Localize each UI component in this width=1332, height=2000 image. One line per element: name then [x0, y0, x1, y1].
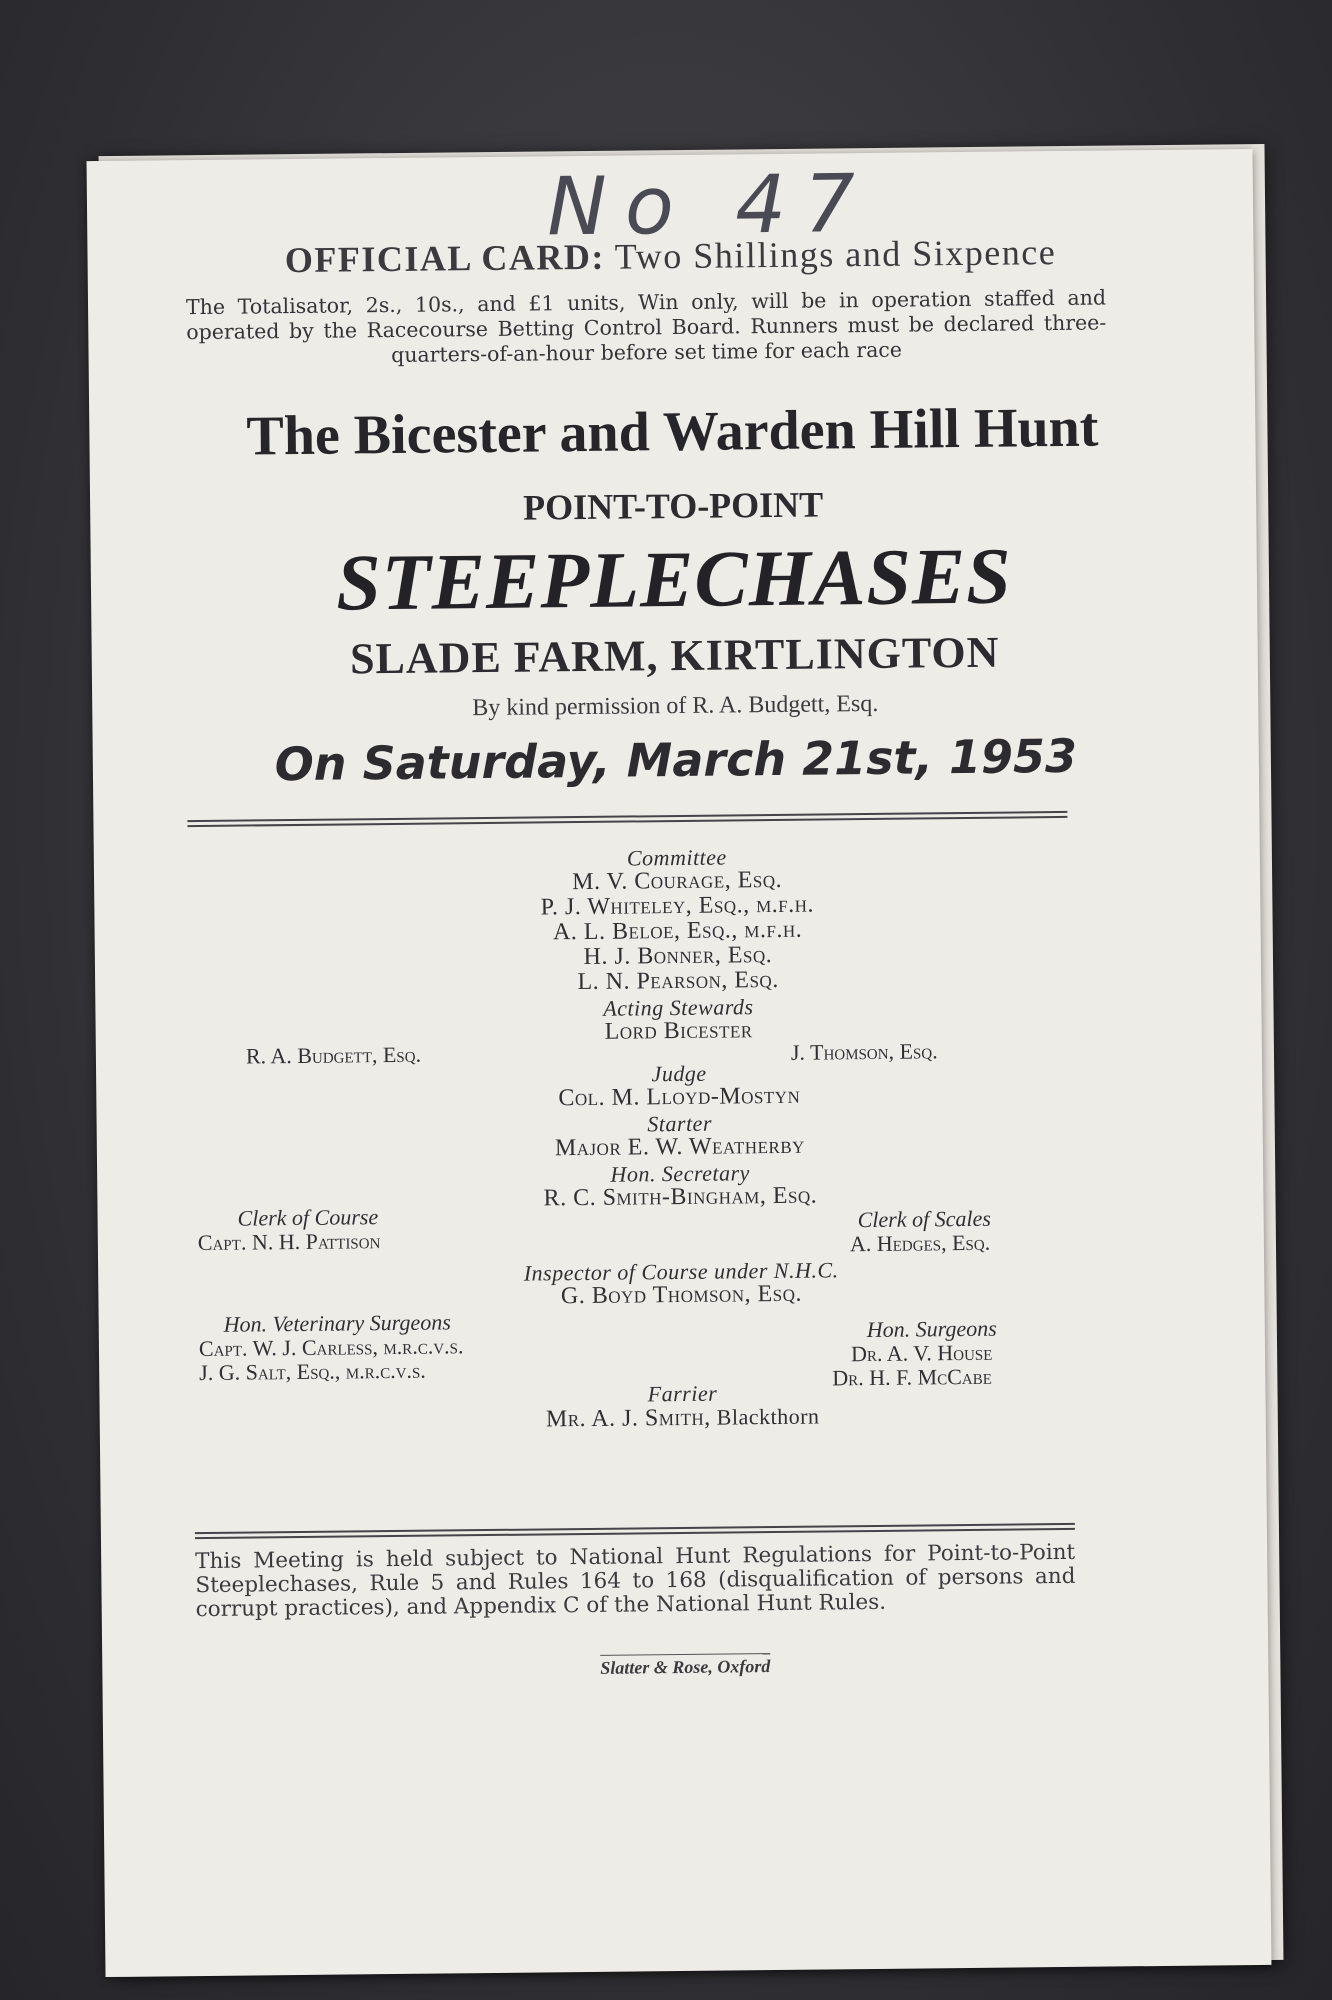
handwritten-card-number: No 47 — [546, 156, 874, 254]
farrier-name: Mr. A. J. Smith, — [545, 1404, 711, 1433]
steward-right: J. Thomson, Esq. — [790, 1038, 938, 1065]
surgeons-heading: Hon. Surgeons — [866, 1315, 997, 1343]
inspector-heading: Inspector of Course under N.H.C. — [523, 1257, 839, 1286]
committee-member: A. L. Beloe, Esq., m.f.h. — [552, 916, 803, 946]
secretary-heading: Hon. Secretary — [610, 1160, 750, 1187]
committee-member: L. N. Pearson, Esq. — [577, 966, 779, 996]
permission-line: By kind permission of R. A. Budgett, Esq. — [472, 690, 879, 722]
starter-heading: Starter — [647, 1110, 713, 1137]
double-rule-bottom — [195, 1523, 1075, 1539]
surgeon-name: Dr. H. F. McCabe — [832, 1363, 992, 1391]
inspector-name: G. Boyd Thomson, Esq. — [560, 1280, 803, 1310]
regulations-notice: This Meeting is held subject to National Hunt Regulations for Point-to-Point Steeplechases, Rule 5 and Rules 164 to 168 (disqualification of persons and corrupt practices), and Appendix C of the National Hunt Rules. — [195, 1539, 1076, 1623]
price-text: Two Shillings and Sixpence — [614, 232, 1057, 277]
steward-left: R. A. Budgett, Esq. — [245, 1041, 422, 1069]
event-date: On Saturday, March 21st, 1953 — [274, 728, 1078, 792]
clerk-of-scales-name: A. Hedges, Esq. — [849, 1229, 991, 1257]
venue: SLADE FARM, KIRTLINGTON — [349, 627, 1000, 684]
event-subtitle: POINT-TO-POINT — [522, 484, 824, 528]
vets-heading: Hon. Veterinary Surgeons — [223, 1309, 451, 1337]
farrier-heading: Farrier — [647, 1380, 718, 1407]
judge-heading: Judge — [651, 1060, 707, 1087]
stewards-heading: Acting Stewards — [603, 994, 754, 1021]
committee-member: M. V. Courage, Esq. — [572, 866, 783, 896]
judge-name: Col. M. Lloyd-Mostyn — [558, 1082, 801, 1112]
price-line — [87, 229, 1253, 283]
secretary-name: R. C. Smith-Bingham, Esq. — [543, 1182, 818, 1212]
event-title: STEEPLECHASES — [335, 532, 1013, 628]
race-card-page — [87, 149, 1272, 1977]
clerk-of-course-heading: Clerk of Course — [237, 1204, 379, 1231]
clerk-of-scales-heading: Clerk of Scales — [857, 1205, 991, 1233]
double-rule-top — [187, 811, 1067, 827]
starter-name: Major E. W. Weatherby — [554, 1132, 806, 1162]
official-card-label: OFFICIAL CARD: — [284, 236, 606, 281]
clerk-of-course-name: Capt. N. H. Pattison — [197, 1228, 381, 1256]
committee-heading: Committee — [626, 844, 727, 871]
printer-name: Slatter & Rose, Oxford — [600, 1653, 770, 1678]
printer-credit — [102, 1651, 1268, 1684]
totalisator-notice: The Totalisator, 2s., 10s., and £1 units, Win only, will be in operation staffed and operated by the Racecourse Betting Control Board. Runners must be declared three-quarters-of-an-hour before set time for each race — [185, 285, 1107, 367]
committee-member: P. J. Whiteley, Esq., m.f.h. — [540, 891, 815, 921]
hunt-name: The Bicester and Warden Hill Hunt — [246, 396, 1099, 468]
farrier-place: Blackthorn — [716, 1403, 820, 1430]
vet-name: J. G. Salt, Esq., m.r.c.v.s. — [199, 1357, 426, 1386]
surgeon-name: Dr. A. V. House — [850, 1339, 993, 1367]
vet-name: Capt. W. J. Carless, m.r.c.v.s. — [198, 1333, 464, 1362]
steward-center: Lord Bicester — [604, 1017, 753, 1045]
committee-member: H. J. Bonner, Esq. — [583, 942, 773, 970]
